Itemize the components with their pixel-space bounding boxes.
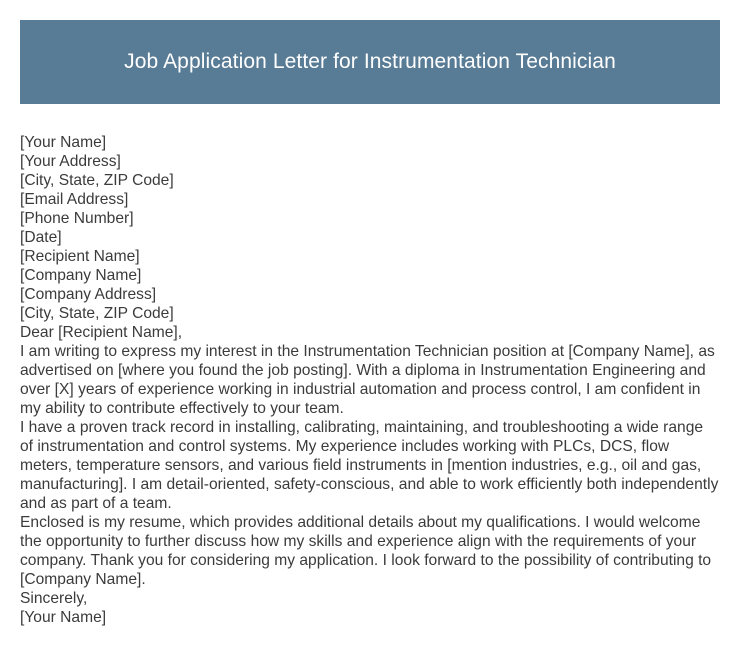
recipient-city-state-zip: [City, State, ZIP Code] [20,305,174,322]
sender-name: [Your Name] [20,134,107,151]
salutation: Dear [Recipient Name], [20,324,183,341]
recipient-company: [Company Name] [20,267,142,284]
paragraph-experience: I have a proven track record in installing, calibrating, maintaining, and troubleshooting a wide range of instrumentation and control systems. My experience includes working with PLCs, DCS, flow meters, temperature sensors, and various field instruments in [mention industries, e.g., oil and gas, manufacturing]. I am detail-oriented, safety-conscious, and able to work efficiently both independently and as part of a team. [20,419,719,512]
title-banner [20,20,720,104]
signature: [Your Name] [20,609,107,626]
recipient-name: [Recipient Name] [20,248,140,265]
sender-phone: [Phone Number] [20,210,134,227]
page-title: Job Application Letter for Instrumentation Technician [124,50,616,73]
letter-body [20,133,720,627]
closing: Sincerely, [20,590,88,607]
sender-address: [Your Address] [20,153,121,170]
paragraph-interest: I am writing to express my interest in the Instrumentation Technician position at [Company Name], as advertised on [where you found the job posting]. With a diploma in Instrumentation Engineering and over [X] years of experience working in industrial automation and process control, I am confident in my ability to contribute effectively to your team. [20,343,715,417]
recipient-company-address: [Company Address] [20,286,157,303]
sender-city-state-zip: [City, State, ZIP Code] [20,172,174,189]
sender-email: [Email Address] [20,191,129,208]
letter-date: [Date] [20,229,62,246]
paragraph-enclosure: Enclosed is my resume, which provides additional details about my qualifications. I would welcome the opportunity to further discuss how my skills and experience align with the requirements of your company. Thank you for considering my application. I look forward to the possibility of contributing to [Company Name]. [20,514,712,588]
